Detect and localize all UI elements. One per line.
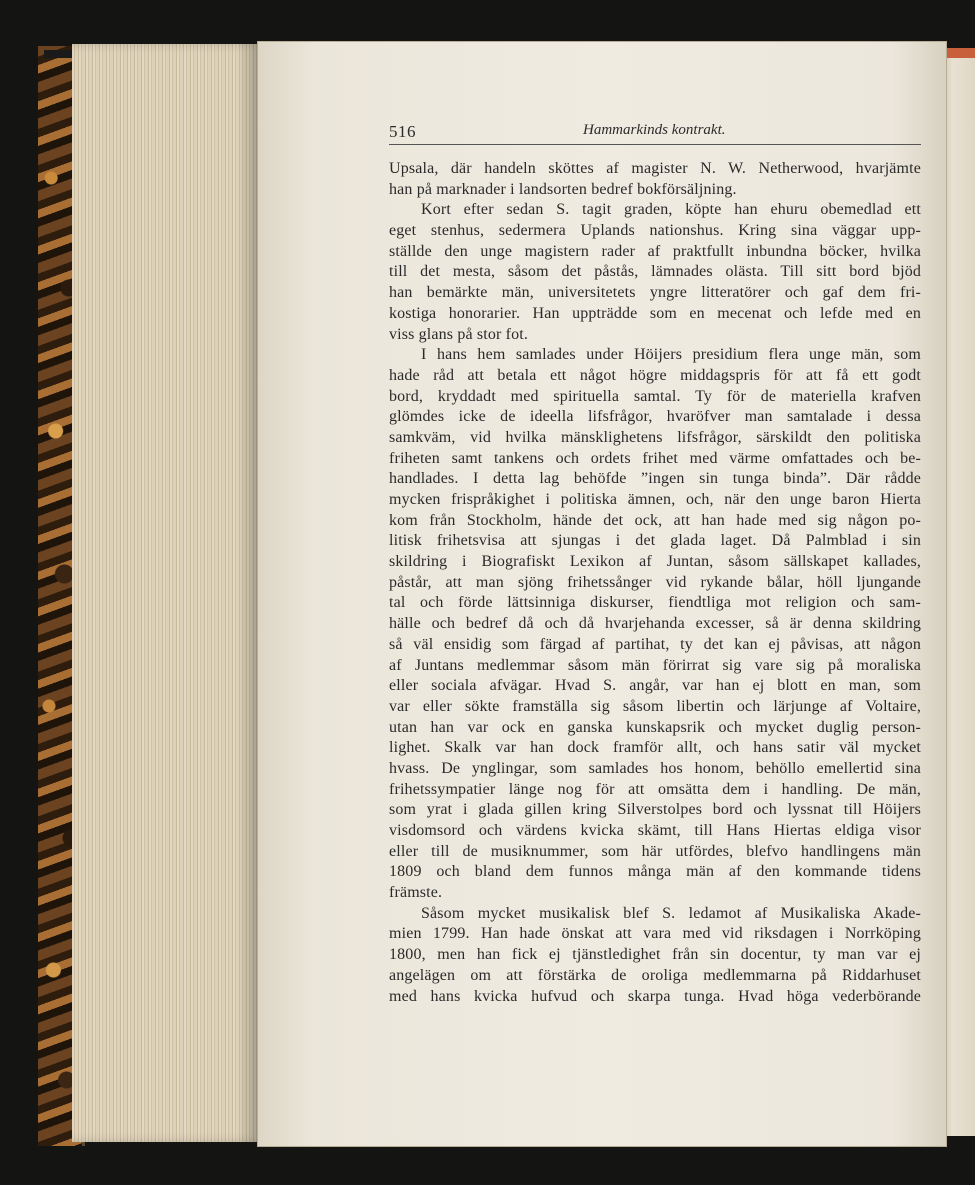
text-line: Upsala, där handeln sköttes af magister N. W. Netherwood, hvarjämte [389,160,921,177]
running-title: Hammarkinds kontrakt. [583,122,726,138]
text-line: I hans hem samlades under Höijers presidium flera unge män, som [421,346,921,364]
text-line: påstår, att man sjöng frihetssånger vid rykande bålar, höll ljungande [389,573,921,591]
text-line: så väl ensidig som färgad af partihat, ty det kan ej påvisas, att någon [389,635,921,653]
text-line: mien 1799. Han hade önskat att vara med vid riksdagen i Norrköping [389,925,921,943]
text-line: till det mesta, såsom det påstås, lämnades olästa. Till sitt bord bjöd [389,263,921,281]
text-line: af Juntans medlemmar såsom män förirrat sig vare sig på moraliska [389,656,921,674]
text-line: litisk frihetsvisa att sjungas i det glada laget. Då Palmblad i sin [389,532,921,550]
text-line: han bemärkte män, universitetets yngre litteratörer och gaf dem fri- [389,284,921,302]
text-line: med hans kvicka hufvud och skarpa tunga. Hvad höga vederbörande [389,987,921,1005]
text-line: 1800, men han fick ej tjänstledighet från sin docentur, ty man var ej [389,946,921,964]
page-number: 516 [389,122,416,141]
text-line: samkväm, vid hvilka mänsklighetens lifsfrågor, särskildt den politiska [389,428,921,446]
text-line: som yrat i glada gillen kring Silverstolpes bord och lyssnat till Höijers [389,801,921,819]
text-line: handlades. I detta lag behöfde ”ingen sin tunga binda”. Där rådde [389,470,921,488]
text-line: frihetssympatier länge nog för att omsätta dem i handling. De män, [389,780,921,798]
text-line: 1809 och bland dem funnos många män af den kommande tidens [389,863,921,881]
running-head [389,118,921,145]
text-line: angelägen om att förstärka de oroliga medlemmarna på Riddarhuset [389,966,921,984]
text-line: lighet. Skalk var han dock framför allt, och hans satir väl mycket [389,739,921,757]
text-line: hade råd att betala ett något högre middagspris för att få ett godt [389,366,921,384]
text-line: främste. [389,884,443,902]
text-line: bord, kryddadt med spirituella samtal. Ty för de materiella krafven [389,387,921,405]
text-line: Såsom mycket musikalisk blef S. ledamot af Musikaliska Akade- [421,904,921,922]
text-line: utan han var ock en ganska kunskapsrik och mycket duglig person- [389,718,921,736]
text-line: eget stenhus, sedermera Uplands nationshus. Kring sina väggar upp- [389,222,921,240]
text-line: var eller sökte framställa sig såsom libertin och lärjunge af Voltaire, [389,697,921,715]
text-line: viss glans på stor fot. [389,325,528,343]
text-line: eller sociala afvägar. Hvad S. angår, var han ej blott en man, som [389,677,921,695]
text-line: ställde den unge magistern rader af praktfullt inbundna böcker, hvilka [389,242,921,260]
text-line: mycken frispråkighet i politiska ämnen, och, när den unge baron Hierta [389,491,921,508]
body-text [389,159,921,1007]
cover-edge [44,50,74,58]
text-line: skildring i Biografiskt Lexikon af Juntan, såsom sällskapet kallades, [389,553,921,571]
text-line: hälle och bedref då och då hvarjehanda excesser, så är denna skildring [389,615,921,633]
text-line: Kort efter sedan S. tagit graden, köpte han ehuru obemedlad ett [421,201,921,219]
text-line: hvass. De ynglingar, som samlades hos honom, behöllo emellertid sina [389,759,921,777]
text-line: friheten samt tankens och ordets frihet med värme omfattades och be- [389,449,921,467]
text-line: visdomsord och värdens kvicka skämt, till Hans Hiertas eldiga visor [389,822,921,839]
text-line: kom från Stockholm, hände det ock, att han hade med sig någon po- [389,511,921,529]
page-content [389,118,921,1007]
text-line: han på marknader i landsorten bedref bokförsäljning. [389,180,737,198]
text-line: kostiga honorarier. Han uppträdde som en mecenat och lefde med en [389,304,921,322]
text-line: tal och förde lättsinniga diskurser, fiendtliga mot religion och sam- [389,594,921,612]
text-line: glömdes icke de ideella lifsfrågor, hvaröfver man samtalade i dessa [389,408,921,426]
page-block-edges [72,44,262,1142]
text-line: eller till de musiknummer, som här utfördes, blefvo handlingens män [389,842,921,860]
